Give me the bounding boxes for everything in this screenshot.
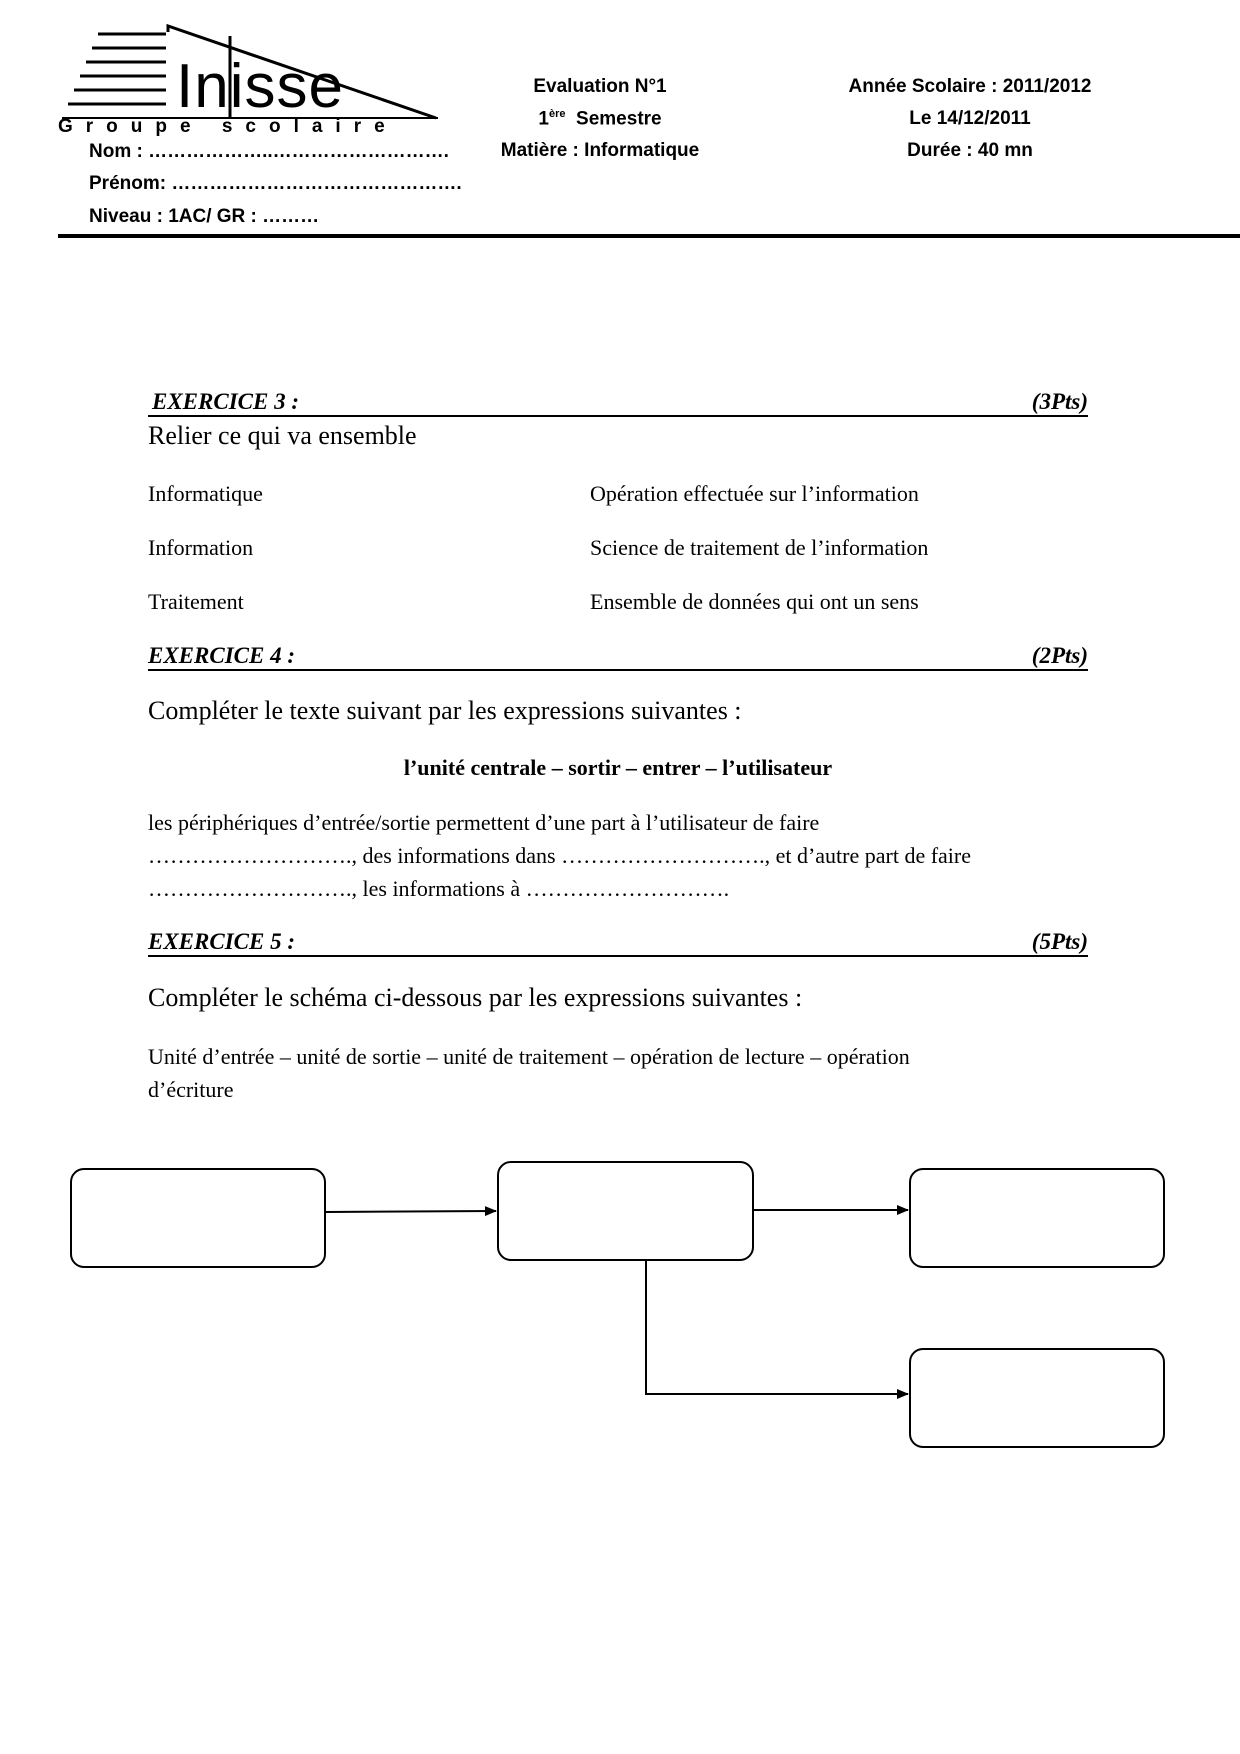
subject: Matière : Informatique <box>500 140 700 161</box>
exercise-5-expressions-line-1: Unité d’entrée – unité de sortie – unité de traitement – opération de lecture – opération <box>148 1044 910 1069</box>
logo-name: Inisse <box>176 52 344 121</box>
semester-number: 1 <box>538 108 549 130</box>
evaluation-title: Evaluation N°1 <box>533 76 667 97</box>
exercise-3-points: (3Pts) <box>1031 389 1088 414</box>
match-left-1: Informatique <box>148 481 263 506</box>
exercise-4-line-2: ………………………., des informations dans ………………………., et d’autre part de faire <box>148 843 972 868</box>
exam-duration: Durée : 40 mn <box>907 140 1033 161</box>
exercise-5-expressions-line-2: d’écriture <box>148 1077 234 1102</box>
match-right-2: Science de traitement de l’information <box>590 535 929 560</box>
exercise-5-points: (5Pts) <box>1031 929 1088 954</box>
semester-sup: ère <box>548 108 566 120</box>
exam-date: Le 14/12/2011 <box>909 108 1031 129</box>
match-left-3: Traitement <box>148 589 244 614</box>
match-right-1: Opération effectuée sur l’information <box>590 481 919 506</box>
exercise-4-line-3: ………………………., les informations à ………………………. <box>148 876 730 901</box>
arrow-input-to-processing <box>326 1211 496 1212</box>
exercise-3-instruction: Relier ce qui va ensemble <box>148 421 417 450</box>
match-left-2: Information <box>148 535 254 560</box>
match-right-3: Ensemble de données qui ont un sens <box>590 589 919 614</box>
exercise-5-label: EXERCICE 5 : <box>148 929 295 954</box>
exercise-4-label: EXERCICE 4 : <box>148 643 295 668</box>
arrow-processing-to-storage <box>646 1261 908 1394</box>
exercise-4-points: (2Pts) <box>1031 643 1088 668</box>
school-year: Année Scolaire : 2011/2012 <box>848 76 1092 97</box>
semester-label: Semestre <box>576 108 662 130</box>
exercise-3-label: EXERCICE 3 : <box>152 389 299 414</box>
exercise-4-instruction: Compléter le texte suivant par les expressions suivantes : <box>148 696 742 725</box>
exercise-5-instruction: Compléter le schéma ci-dessous par les expressions suivantes : <box>148 983 803 1012</box>
student-name-field: Nom : ………………..………………………. <box>89 141 449 162</box>
exercise-4-line-1: les périphériques d’entrée/sortie permettent d’une part à l’utilisateur de faire <box>148 810 820 835</box>
student-level-field: Niveau : 1AC/ GR : ……… <box>89 206 320 227</box>
student-firstname-field: Prénom: ………………………………………. <box>89 173 462 194</box>
exercise-4-expressions: l’unité centrale – sortir – entrer – l’utilisateur <box>403 755 833 780</box>
logo-subtitle: Groupe scolaire <box>58 116 398 137</box>
